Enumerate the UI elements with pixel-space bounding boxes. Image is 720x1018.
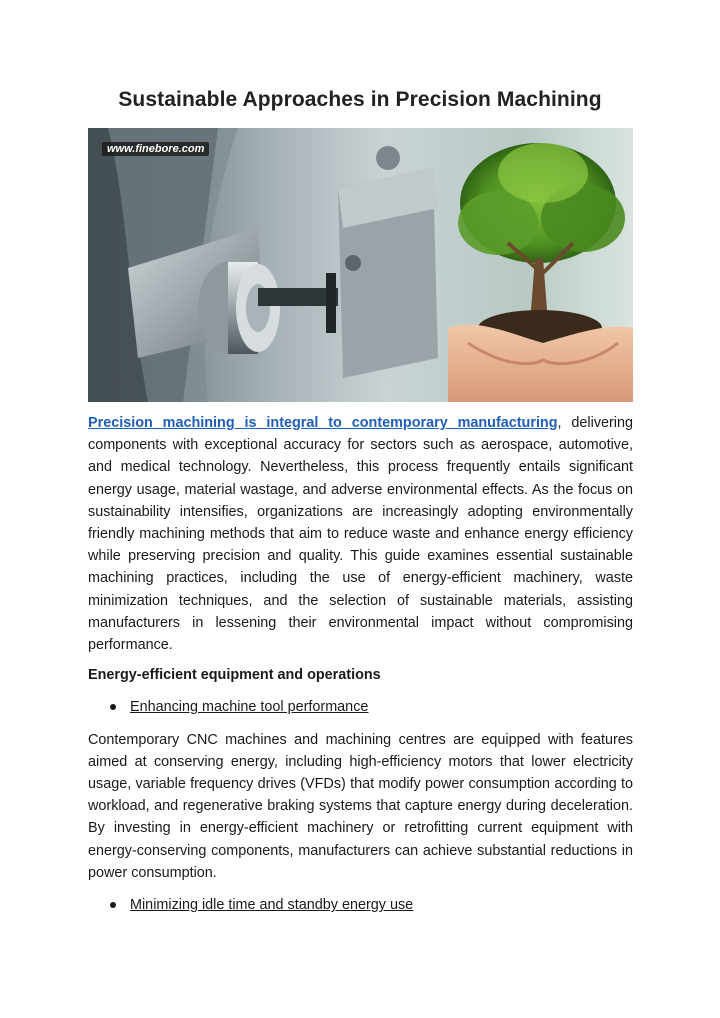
bullet-text: Enhancing machine tool performance xyxy=(130,699,369,716)
intro-paragraph xyxy=(88,412,633,656)
intro-text: , delivering components with exceptional accuracy for sectors such as aerospace, automotive, and medical technology. Nevertheless, this process frequently entails significant energy usage, material wastage, and adverse environmental effects. As the focus on sustainability intensifies, organizations are increasingly adopting environmentally friendly machining methods that aim to reduce waste and enhance energy efficiency while preserving precision and quality. This guide examines essential sustainable machining practices, including the use of energy-efficient machinery, waste minimization techniques, and the selection of sustainable materials, assisting manufacturers in lessening their environmental impact without compromising performance. xyxy=(88,415,634,654)
intro-link[interactable]: Precision machining is integral to contemporary manufacturing xyxy=(88,415,558,431)
bullet-item xyxy=(88,696,633,718)
bullet-item xyxy=(88,894,633,916)
bullet-dot-icon xyxy=(110,704,116,710)
bullet-dot-icon xyxy=(110,902,116,908)
section-heading: Energy-efficient equipment and operations xyxy=(88,667,381,684)
watermark-label: www.finebore.com xyxy=(102,142,209,156)
page-title: Sustainable Approaches in Precision Machining xyxy=(118,88,602,111)
bullet-text: Minimizing idle time and standby energy use xyxy=(130,897,414,914)
section-paragraph: Contemporary CNC machines and machining centres are equipped with features aimed at conserving energy, including high-efficiency motors that lower electricity usage, variable frequency drives (VFDs) that modify power consumption according to workload, and regenerative braking systems that capture energy during deceleration. By investing in energy-efficient machinery or retrofitting current equipment with energy-conserving components, manufacturers can achieve substantial reductions in power consumption. xyxy=(88,731,633,881)
hero-image xyxy=(88,128,633,402)
document-body xyxy=(88,412,633,916)
hero-illustration xyxy=(88,128,633,402)
